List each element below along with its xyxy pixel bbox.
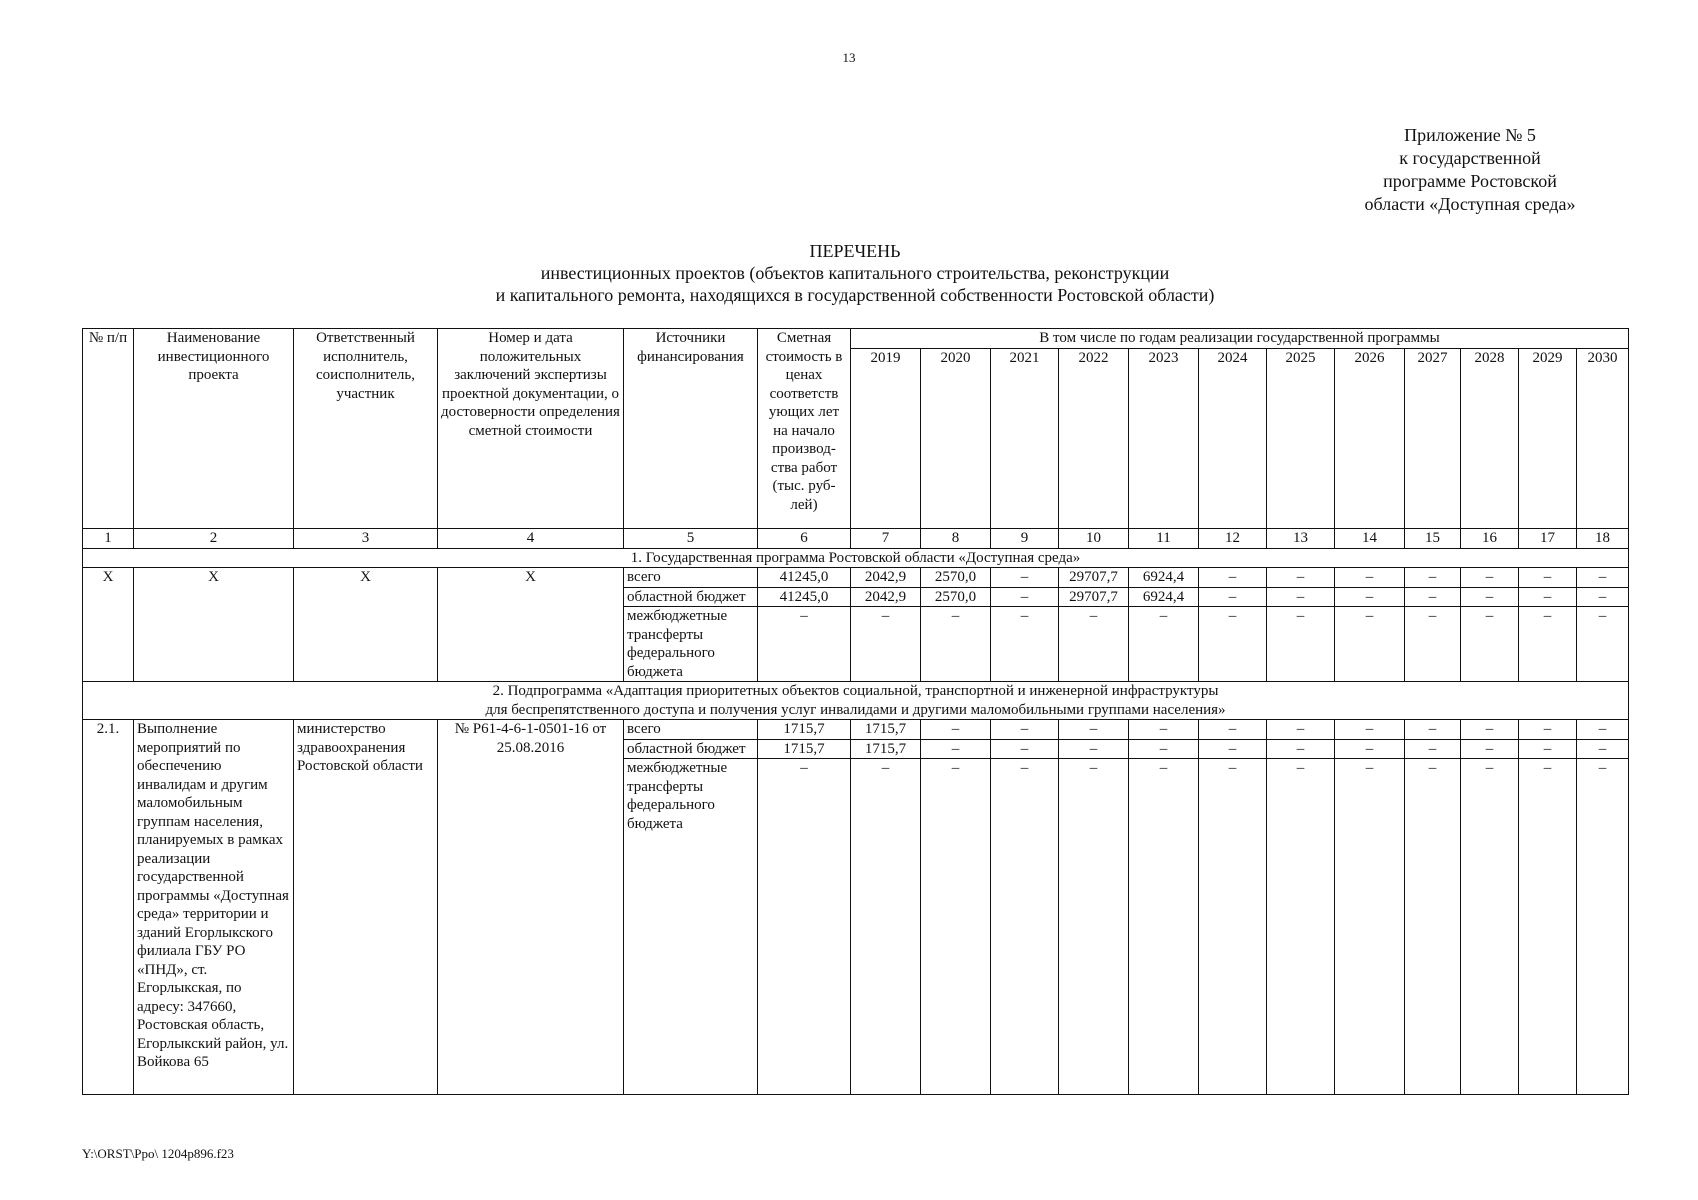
cell-year-value: –	[921, 739, 991, 759]
cell-year-value: –	[921, 759, 991, 1095]
title-line: и капитального ремонта, находящихся в государственной собственности Ростовской области)	[495, 285, 1215, 305]
cell-year-value: –	[1461, 568, 1519, 588]
header-project-name: Наименование инвестиционного проекта	[134, 329, 294, 529]
cell-year-value: 1715,7	[851, 739, 921, 759]
cell-year-value: –	[1461, 607, 1519, 682]
cell-cost: –	[758, 759, 851, 1095]
cell-year-value: –	[1519, 739, 1577, 759]
header-num: № п/п	[83, 329, 134, 529]
section-title-row	[83, 682, 1629, 720]
cell-executor: X	[294, 568, 438, 682]
header-years-group: В том числе по годам реализации государственной программы	[851, 329, 1629, 349]
appendix-line: Приложение № 5	[1404, 125, 1536, 145]
cell-cost: 1715,7	[758, 739, 851, 759]
column-number: 18	[1577, 528, 1629, 548]
column-number: 17	[1519, 528, 1577, 548]
cell-year-value: –	[1577, 587, 1629, 607]
cell-year-value: 2570,0	[921, 587, 991, 607]
cell-year-value: 2042,9	[851, 568, 921, 588]
cell-year-value: –	[1199, 568, 1267, 588]
cell-year-value: –	[1461, 587, 1519, 607]
cell-year-value: –	[1577, 759, 1629, 1095]
cell-year-value: –	[1519, 607, 1577, 682]
cell-year-value: –	[1335, 720, 1405, 740]
investment-projects-table	[82, 328, 1629, 1095]
cell-year-value: –	[1577, 720, 1629, 740]
cell-expertise: X	[438, 568, 624, 682]
section-title-row	[83, 548, 1629, 568]
cell-year-value: –	[1059, 720, 1129, 740]
column-number: 4	[438, 528, 624, 548]
column-number: 16	[1461, 528, 1519, 548]
header-cost: Сметная стоимость в ценах соответств ующих лет на начало производ-ства работ (тыс. руб-лей)	[758, 329, 851, 529]
cell-cost: 41245,0	[758, 568, 851, 588]
cell-year-value: –	[1519, 759, 1577, 1095]
header-sources: Источники финансирования	[624, 329, 758, 529]
column-number: 3	[294, 528, 438, 548]
column-number: 8	[921, 528, 991, 548]
cell-year-value: –	[921, 607, 991, 682]
header-expertise: Номер и дата положительных заключений экспертизы проектной документации, о достоверности определения сметной стоимости	[438, 329, 624, 529]
cell-year-value: –	[1519, 568, 1577, 588]
table-row	[83, 568, 1629, 588]
column-number: 1	[83, 528, 134, 548]
cell-year-value: –	[1405, 568, 1461, 588]
cell-year-value: –	[1405, 607, 1461, 682]
cell-year-value: –	[991, 568, 1059, 588]
cell-year-value: –	[1577, 607, 1629, 682]
cell-year-value: –	[1267, 739, 1335, 759]
cell-year-value: –	[1461, 759, 1519, 1095]
appendix-line: области «Доступная среда»	[1364, 194, 1576, 214]
cell-year-value: –	[1405, 720, 1461, 740]
header-year: 2027	[1405, 348, 1461, 528]
document-title	[80, 240, 1630, 306]
column-number: 6	[758, 528, 851, 548]
cell-year-value: –	[851, 759, 921, 1095]
cell-source: областной бюджет	[624, 739, 758, 759]
column-number: 14	[1335, 528, 1405, 548]
column-number: 9	[991, 528, 1059, 548]
cell-year-value: 29707,7	[1059, 568, 1129, 588]
cell-year-value: –	[1059, 739, 1129, 759]
header-year: 2022	[1059, 348, 1129, 528]
cell-cost: 1715,7	[758, 720, 851, 740]
cell-project-name: X	[134, 568, 294, 682]
cell-year-value: –	[1129, 607, 1199, 682]
cell-source: всего	[624, 720, 758, 740]
cell-year-value: –	[1129, 720, 1199, 740]
header-year: 2029	[1519, 348, 1577, 528]
section-title	[83, 682, 1629, 720]
cell-year-value: 29707,7	[1059, 587, 1129, 607]
cell-year-value: –	[1461, 739, 1519, 759]
cell-year-value: 2570,0	[921, 568, 991, 588]
section-title-line: для беспрепятственного доступа и получения услуг инвалидами и другими маломобильными группами населения»	[485, 701, 1226, 718]
cell-year-value: –	[1405, 587, 1461, 607]
cell-year-value: –	[1129, 759, 1199, 1095]
cell-num: 2.1.	[83, 720, 134, 1095]
header-year: 2028	[1461, 348, 1519, 528]
header-year: 2026	[1335, 348, 1405, 528]
header-year: 2023	[1129, 348, 1199, 528]
cell-year-value: –	[921, 720, 991, 740]
cell-year-value: –	[1577, 739, 1629, 759]
cell-year-value: –	[991, 739, 1059, 759]
cell-year-value: –	[851, 607, 921, 682]
cell-year-value: –	[1199, 759, 1267, 1095]
cell-source: межбюджетные трансферты федерального бюджета	[624, 607, 758, 682]
cell-source: всего	[624, 568, 758, 588]
cell-year-value: –	[991, 607, 1059, 682]
cell-year-value: –	[1059, 607, 1129, 682]
column-number: 15	[1405, 528, 1461, 548]
cell-expertise: № Р61-4-6-1-0501-16 от 25.08.2016	[438, 720, 624, 1095]
header-year: 2020	[921, 348, 991, 528]
cell-cost: 41245,0	[758, 587, 851, 607]
title-line: инвестиционных проектов (объектов капитального строительства, реконструкции	[540, 263, 1170, 283]
cell-year-value: –	[1129, 739, 1199, 759]
cell-year-value: –	[1199, 587, 1267, 607]
title-heading: ПЕРЕЧЕНЬ	[809, 241, 901, 261]
cell-year-value: –	[1267, 587, 1335, 607]
column-number: 5	[624, 528, 758, 548]
cell-source: областной бюджет	[624, 587, 758, 607]
column-number: 13	[1267, 528, 1335, 548]
cell-year-value: –	[1059, 759, 1129, 1095]
header-executor: Ответственный исполнитель, соисполнитель, участник	[294, 329, 438, 529]
cell-year-value: –	[991, 720, 1059, 740]
cell-year-value: –	[1199, 607, 1267, 682]
cell-year-value: –	[1461, 720, 1519, 740]
appendix-note	[1300, 124, 1640, 216]
cell-year-value: –	[1335, 759, 1405, 1095]
table-row	[83, 720, 1629, 740]
column-numbers-row	[83, 528, 1629, 548]
cell-year-value: –	[991, 587, 1059, 607]
cell-year-value: –	[1267, 720, 1335, 740]
cell-project-name: Выполнение мероприятий по обеспечению инвалидам и другим маломобильным группам населения, планируемых в рамках реализации государственной программы «Доступная среда» территории и зданий Егорлыкского филиала ГБУ РО «ПНД», ст. Егорлыкская, по адресу: 347660, Ростовская область, Егорлыкский район, ул. Войкова 65	[134, 720, 294, 1095]
column-number: 7	[851, 528, 921, 548]
cell-year-value: –	[1405, 739, 1461, 759]
column-number: 11	[1129, 528, 1199, 548]
column-number: 12	[1199, 528, 1267, 548]
cell-year-value: 2042,9	[851, 587, 921, 607]
cell-year-value: –	[1335, 568, 1405, 588]
header-year: 2021	[991, 348, 1059, 528]
header-year: 2019	[851, 348, 921, 528]
cell-executor: министерство здравоохранения Ростовской области	[294, 720, 438, 1095]
cell-year-value: –	[1199, 739, 1267, 759]
column-number: 2	[134, 528, 294, 548]
header-year: 2030	[1577, 348, 1629, 528]
cell-year-value: –	[1335, 739, 1405, 759]
cell-year-value: –	[1405, 759, 1461, 1095]
appendix-line: программе Ростовской	[1383, 171, 1557, 191]
section-title-line: 2. Подпрограмма «Адаптация приоритетных объектов социальной, транспортной и инженерной инфраструктуры	[492, 683, 1219, 699]
header-year: 2024	[1199, 348, 1267, 528]
cell-year-value: –	[1267, 568, 1335, 588]
cell-year-value: –	[1267, 759, 1335, 1095]
cell-year-value: 6924,4	[1129, 568, 1199, 588]
cell-source: межбюджетные трансферты федерального бюджета	[624, 759, 758, 1095]
cell-year-value: –	[1199, 720, 1267, 740]
appendix-line: к государственной	[1399, 148, 1541, 168]
cell-year-value: –	[1267, 607, 1335, 682]
cell-year-value: –	[1335, 587, 1405, 607]
cell-year-value: –	[1519, 587, 1577, 607]
cell-year-value: 1715,7	[851, 720, 921, 740]
file-path-footer: Y:\ORST\Ppo\ 1204p896.f23	[82, 1146, 234, 1161]
header-year: 2025	[1267, 348, 1335, 528]
cell-year-value: –	[1519, 720, 1577, 740]
cell-year-value: –	[991, 759, 1059, 1095]
cell-year-value: –	[1577, 568, 1629, 588]
column-number: 10	[1059, 528, 1129, 548]
section-title: 1. Государственная программа Ростовской области «Доступная среда»	[83, 548, 1629, 568]
cell-year-value: 6924,4	[1129, 587, 1199, 607]
cell-year-value: –	[1335, 607, 1405, 682]
page-number: 13	[842, 50, 856, 65]
cell-cost: –	[758, 607, 851, 682]
cell-num: X	[83, 568, 134, 682]
